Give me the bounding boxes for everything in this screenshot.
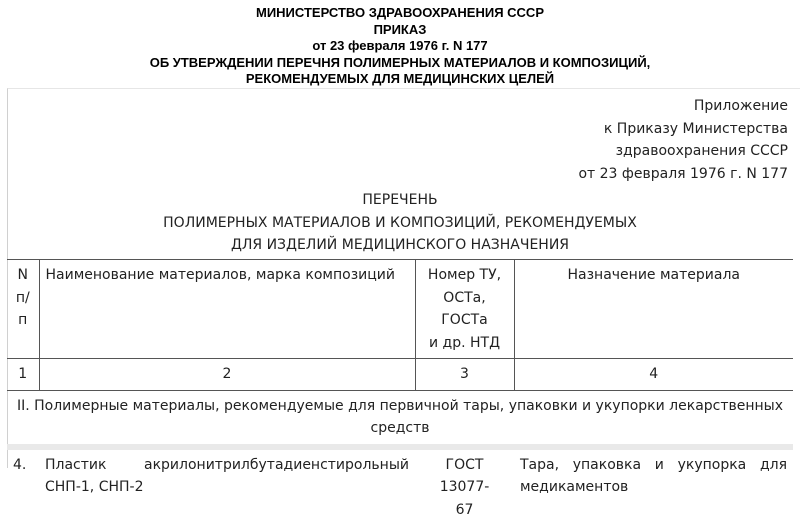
appendix-line: от 23 февраля 1976 г. N 177 [578, 163, 788, 186]
appendix-line: здравоохранения СССР [578, 140, 788, 163]
appendix-line: к Приказу Министерства [578, 118, 788, 141]
row-standard: ГОСТ 13077- 67 [415, 450, 514, 525]
list-title-line: ПОЛИМЕРНЫХ МАТЕРИАЛОВ И КОМПОЗИЦИЙ, РЕКОМЕНДУЕМЫХ [0, 212, 800, 235]
appendix-line: Приложение [578, 95, 788, 118]
row-purpose: Тара, упаковка и укупорка для медикаментов [514, 450, 793, 525]
order-word: ПРИКАЗ [0, 22, 800, 39]
list-title-line: ПЕРЕЧЕНЬ [0, 189, 800, 212]
order-date: от 23 февраля 1976 г. N 177 [0, 38, 800, 55]
section-heading-row [7, 390, 793, 444]
header-purpose: Назначение материала [514, 260, 793, 359]
row-material: Пластик акрилонитрилбутадиенстирольный СНП-1, СНП-2 [39, 450, 415, 525]
ministry-title: МИНИСТЕРСТВО ЗДРАВООХРАНЕНИЯ СССР [0, 5, 800, 22]
order-subject-line1: ОБ УТВЕРЖДЕНИИ ПЕРЕЧНЯ ПОЛИМЕРНЫХ МАТЕРИАЛОВ И КОМПОЗИЦИЙ, [0, 55, 800, 72]
order-subject-line2: РЕКОМЕНДУЕМЫХ ДЛЯ МЕДИЦИНСКИХ ЦЕЛЕЙ [0, 71, 800, 88]
row-number: 4. [7, 450, 39, 525]
col-number: 3 [415, 359, 514, 391]
list-title [0, 189, 800, 257]
col-number: 4 [514, 359, 793, 391]
header-number: N п/ п [7, 260, 39, 359]
col-number: 2 [39, 359, 415, 391]
table-header-row [7, 260, 793, 359]
section-heading: II. Полимерные материалы, рекомендуемые для первичной тары, упаковки и укупорки лекарственных средств [7, 390, 793, 444]
list-title-line: ДЛЯ ИЗДЕЛИЙ МЕДИЦИНСКОГО НАЗНАЧЕНИЯ [0, 234, 800, 257]
column-number-row [7, 359, 793, 391]
table-row [7, 450, 793, 525]
header-standard: Номер ТУ, ОСТа, ГОСТа и др. НТД [415, 260, 514, 359]
materials-table [7, 259, 793, 525]
order-header [0, 5, 800, 88]
col-number: 1 [7, 359, 39, 391]
appendix-note [578, 95, 788, 185]
header-name: Наименование материалов, марка композиций [39, 260, 415, 359]
